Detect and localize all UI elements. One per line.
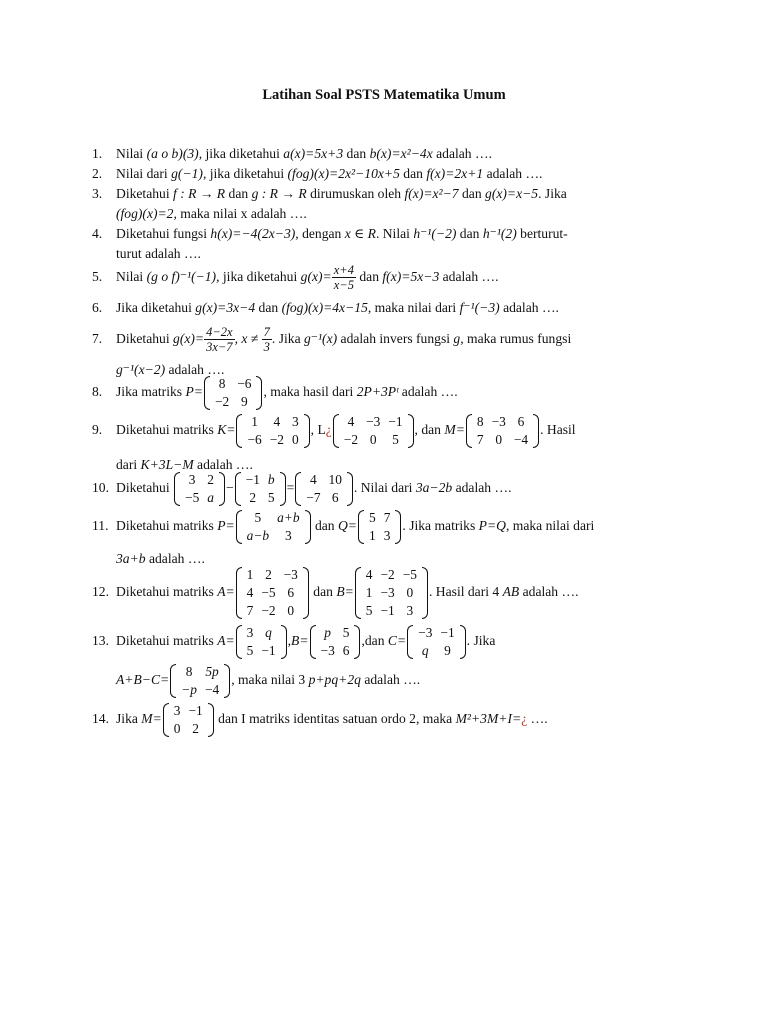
- math-expr: g(−1): [171, 166, 203, 181]
- question-number: 13.: [92, 633, 109, 649]
- math-expr: M=: [444, 422, 465, 438]
- matrix-cell: 0: [287, 603, 295, 618]
- question-number: 10.: [92, 480, 109, 496]
- matrix: [466, 413, 539, 449]
- question-3: [92, 184, 672, 224]
- matrix-cell: 9: [240, 394, 248, 409]
- matrix-cell: 4: [365, 567, 373, 582]
- matrix-cell: 3: [383, 528, 391, 543]
- matrix-cell: q: [421, 643, 429, 658]
- math-expr: g: [453, 330, 461, 346]
- matrix-cell: 0: [406, 585, 414, 600]
- math-expr: K+3L−M: [140, 457, 194, 472]
- matrix-cell: p: [324, 625, 331, 640]
- matrix-cell: 0: [369, 432, 377, 447]
- question-number: 1.: [92, 146, 103, 161]
- matrix: [358, 509, 401, 545]
- matrix-cell: −1: [380, 603, 395, 618]
- matrix-cell: 4: [347, 414, 355, 429]
- math-expr: h(x)=−4(2x−3): [210, 226, 296, 241]
- text: Jika diketahui: [116, 300, 196, 315]
- matrix-cell: 3: [188, 472, 196, 487]
- matrix-cell: 5: [267, 490, 275, 505]
- fraction-numerator: 4−2x: [206, 325, 233, 339]
- math-expr: B=: [336, 584, 354, 600]
- matrix-cell: 3: [291, 414, 299, 429]
- text: adalah ….: [145, 551, 205, 566]
- text: adalah ….: [483, 166, 543, 181]
- text: dan: [399, 166, 427, 181]
- math-expr: P=Q: [478, 518, 506, 534]
- matrix-cell: 5: [342, 625, 350, 640]
- matrix-cell: −5: [402, 567, 417, 582]
- matrix: [407, 624, 466, 660]
- text: Jika: [116, 711, 142, 727]
- question-9: [92, 413, 672, 475]
- matrix-cell: 2: [265, 567, 272, 582]
- matrix-cell: −3: [380, 585, 395, 600]
- text: adalah ….: [452, 480, 512, 496]
- matrix-cell: −3: [283, 567, 298, 582]
- text: . Nilai dari: [353, 480, 416, 496]
- text: , maka nilai dari: [505, 518, 595, 534]
- text: . Jika: [538, 186, 567, 201]
- math-expr: C=: [387, 633, 407, 649]
- matrix-cell: −2: [261, 603, 276, 618]
- matrix-cell: 1: [246, 567, 254, 582]
- text: Nilai: [116, 146, 147, 161]
- text: dan: [456, 226, 483, 241]
- text: adalah ….: [499, 300, 559, 315]
- math-expr: f⁻¹(−3): [459, 300, 500, 315]
- math-expr: M²+3M+I=: [455, 711, 522, 727]
- matrix-cell: 8: [476, 414, 484, 429]
- text: . Jika: [466, 633, 496, 649]
- matrix-cell: −1: [440, 625, 455, 640]
- question-13: [92, 624, 672, 699]
- math-expr: f(x)=5x−3: [382, 268, 440, 284]
- math-expr: h⁻¹(−2): [413, 226, 457, 241]
- fraction: [262, 325, 272, 354]
- matrix-cell: −5: [185, 490, 200, 505]
- matrix-cell: 0: [291, 432, 299, 447]
- matrix-cell: −6: [247, 432, 262, 447]
- matrix-cell: −1: [188, 703, 203, 718]
- text: dan: [311, 518, 338, 534]
- math-expr: a(x)=5x+3: [283, 146, 344, 161]
- math-expr: (a o b)(3): [146, 146, 199, 161]
- text: . Hasil: [540, 422, 576, 438]
- matrix-cell: −2: [214, 394, 230, 409]
- question-2: [92, 164, 672, 184]
- math-expr: f(x)=2x+1: [426, 166, 484, 181]
- math-expr: (fog)(x)=4x−15: [281, 300, 368, 315]
- question-5: [92, 263, 672, 292]
- text: , dengan: [295, 226, 345, 241]
- math-expr: Q=: [337, 518, 357, 534]
- fraction: [332, 263, 356, 292]
- math-expr: M=: [141, 711, 162, 727]
- fraction-denominator: 3: [263, 340, 270, 354]
- question-number: 8.: [92, 384, 103, 400]
- fraction-numerator: 7: [263, 325, 270, 339]
- matrix-cell: 6: [331, 490, 339, 505]
- question-number: 3.: [92, 186, 103, 201]
- matrix-cell: 5: [246, 643, 254, 658]
- text: dan: [355, 268, 383, 284]
- text: , jika diketahui: [198, 146, 284, 161]
- math-expr: h⁻¹(2): [482, 226, 517, 241]
- matrix: [355, 566, 428, 620]
- matrix-cell: 6: [342, 643, 350, 658]
- question-6: [92, 298, 672, 318]
- matrix: [295, 471, 353, 507]
- matrix: [235, 471, 286, 507]
- matrix-cell: 2: [207, 472, 214, 487]
- text: dan I matriks identitas satuan ordo 2, maka: [214, 711, 456, 727]
- text: , maka hasil dari: [263, 384, 357, 400]
- matrix-cell: 2: [192, 721, 199, 736]
- matrix-cell: 8: [218, 376, 226, 391]
- matrix-cell: 0: [173, 721, 181, 736]
- text: Diketahui matriks: [116, 422, 218, 438]
- question-number: 14.: [92, 711, 109, 727]
- matrix: [170, 663, 230, 699]
- math-expr: f : R → R: [173, 186, 226, 201]
- text: Nilai: [116, 268, 147, 284]
- text: , L: [310, 422, 326, 438]
- question-10: 10. Diketahui 3 2 −5 a − −1 b 2 5 = 4 10 −7 6 . Nilai dari 3a−2b adalah ….: [92, 472, 512, 505]
- text: Jika matriks: [116, 384, 186, 400]
- matrix-cell: −3: [491, 414, 506, 429]
- matrix-cell: 3: [246, 625, 254, 640]
- matrix: [236, 509, 311, 545]
- math-expr: ,B=: [287, 633, 309, 649]
- text: , jika diketahui: [216, 268, 301, 284]
- matrix-cell: −3: [366, 414, 381, 429]
- matrix-cell: 9: [444, 643, 451, 658]
- text: Diketahui matriks: [116, 584, 218, 600]
- text: ,dan: [361, 633, 388, 649]
- text: ….: [527, 711, 548, 727]
- matrix-cell: q: [265, 625, 272, 640]
- unknown-glyph: ¿: [521, 711, 528, 727]
- question-number: 7.: [92, 330, 103, 346]
- math-expr: g⁻¹(x−2): [116, 362, 166, 377]
- text: dari: [116, 457, 141, 472]
- matrix-cell: 3: [284, 528, 292, 543]
- matrix-cell: −3: [320, 643, 335, 658]
- text: , maka nilai dari: [367, 300, 460, 315]
- matrix: [174, 471, 225, 507]
- matrix-cell: −p: [181, 682, 197, 697]
- matrix-cell: b: [267, 472, 275, 487]
- text: adalah invers fungsi: [337, 330, 454, 346]
- matrix-cell: 4: [273, 414, 281, 429]
- text: , dan: [414, 422, 445, 438]
- matrix-cell: a: [207, 490, 214, 505]
- matrix-cell: 4: [246, 585, 254, 600]
- matrix: [204, 375, 263, 411]
- matrix-cell: 1: [251, 414, 258, 429]
- question-number: 5.: [92, 268, 103, 284]
- math-expr: 3a−2b: [415, 480, 453, 496]
- matrix-cell: 5p: [205, 664, 219, 679]
- math-expr: A+B−C=: [116, 672, 170, 688]
- matrix-cell: 5: [254, 510, 262, 525]
- fraction-denominator: 3x−7: [206, 340, 233, 354]
- math-expr: g : R → R: [251, 186, 307, 201]
- math-expr: K=: [217, 422, 236, 438]
- matrix: [236, 566, 309, 620]
- matrix-cell: a−b: [246, 528, 270, 543]
- text: adalah ….: [519, 584, 579, 600]
- matrix-cell: 10: [328, 472, 342, 487]
- matrix-cell: −2: [343, 432, 359, 447]
- text: , maka nilai 3: [231, 672, 309, 688]
- math-expr: (g o f)⁻¹(−1): [146, 268, 217, 284]
- question-number: 2.: [92, 166, 103, 181]
- text: Diketahui: [116, 186, 174, 201]
- math-expr: p+pq+2q: [308, 672, 361, 688]
- matrix-cell: 7: [476, 432, 484, 447]
- math-expr: 2P+3Pᵗ: [356, 384, 399, 400]
- math-expr: , x ≠: [234, 330, 262, 346]
- matrix-cell: −4: [513, 432, 529, 447]
- matrix-cell: −2: [269, 432, 284, 447]
- text: dirumuskan oleh: [306, 186, 405, 201]
- math-expr: f(x)=x²−7: [404, 186, 459, 201]
- matrix-cell: 4: [310, 472, 317, 487]
- matrix-cell: 6: [517, 414, 525, 429]
- text: , maka nilai x adalah ….: [173, 206, 307, 221]
- fraction-denominator: x−5: [333, 278, 354, 292]
- question-8: [92, 375, 672, 411]
- page-title: Latihan Soal PSTS Matematika Umum: [262, 87, 506, 103]
- text: dan: [343, 146, 370, 161]
- question-number: 11.: [92, 518, 109, 534]
- math-expr: A=: [217, 584, 235, 600]
- fraction: [204, 325, 234, 354]
- math-expr: 3a+b: [116, 551, 146, 566]
- text: adalah ….: [432, 146, 492, 161]
- matrix-cell: 5: [368, 510, 376, 525]
- matrix-cell: 7: [383, 510, 391, 525]
- matrix-cell: 5: [365, 603, 373, 618]
- math-expr: g(x)=3x−4: [195, 300, 256, 315]
- matrix-cell: −4: [204, 682, 220, 697]
- matrix: [236, 624, 287, 660]
- matrix-cell: −3: [418, 625, 433, 640]
- text: Diketahui: [116, 480, 174, 496]
- math-expr: (fog)(x)=2: [116, 206, 174, 221]
- text: dan: [255, 300, 282, 315]
- math-expr: g(x)=x−5: [485, 186, 539, 201]
- matrix-cell: 1: [368, 528, 376, 543]
- matrix: [236, 413, 309, 449]
- text: adalah ….: [360, 672, 421, 688]
- question-7: [92, 325, 672, 380]
- text: , jika diketahui: [202, 166, 288, 181]
- matrix-cell: −5: [261, 585, 276, 600]
- text: adalah ….: [398, 384, 458, 400]
- text: Diketahui matriks: [116, 518, 218, 534]
- text: . Jika: [271, 330, 304, 346]
- question-number: 12.: [92, 584, 109, 600]
- math-expr: b(x)=x²−4x: [369, 146, 433, 161]
- matrix-cell: 2: [249, 490, 257, 505]
- question-14: [92, 702, 672, 738]
- question-12: [92, 566, 672, 620]
- math-expr: g(x)=: [173, 330, 205, 346]
- text: Diketahui fungsi: [116, 226, 211, 241]
- math-expr: AB: [502, 584, 520, 600]
- matrix-cell: −1: [388, 414, 403, 429]
- math-expr: g(x)=: [300, 268, 332, 284]
- text: dan: [225, 186, 252, 201]
- question-11: [92, 509, 672, 569]
- text: Diketahui matriks: [116, 633, 218, 649]
- matrix-cell: a+b: [277, 510, 300, 525]
- matrix-cell: 3: [406, 603, 414, 618]
- matrix-cell: 7: [246, 603, 254, 618]
- text: , maka rumus fungsi: [460, 330, 572, 346]
- text: Diketahui: [116, 330, 174, 346]
- text: . Jika matriks: [402, 518, 479, 534]
- text: adalah ….: [193, 457, 253, 472]
- matrix-cell: 6: [287, 585, 295, 600]
- matrix-cell: −2: [380, 567, 395, 582]
- text: . Nilai: [375, 226, 414, 241]
- unknown-glyph: ¿: [325, 422, 332, 438]
- fraction-numerator: x+4: [333, 263, 354, 277]
- math-expr: P=: [217, 518, 235, 534]
- matrix-cell: 5: [392, 432, 399, 447]
- matrix-cell: 3: [173, 703, 181, 718]
- matrix-cell: 0: [495, 432, 503, 447]
- question-4: [92, 224, 672, 264]
- matrix: [310, 624, 361, 660]
- math-expr: g⁻¹(x): [304, 330, 338, 346]
- math-expr: x ∈ R: [344, 226, 376, 241]
- question-number: 9.: [92, 422, 103, 438]
- text: berturut-: [516, 226, 568, 241]
- math-expr: A=: [217, 633, 235, 649]
- matrix-cell: −1: [245, 472, 260, 487]
- question-number: 6.: [92, 300, 103, 315]
- matrix-cell: 8: [185, 664, 193, 679]
- text: . Hasil dari 4: [429, 584, 503, 600]
- text: Nilai dari: [116, 166, 172, 181]
- matrix-cell: −7: [306, 490, 321, 505]
- matrix: [163, 702, 214, 738]
- text: dan: [309, 584, 337, 600]
- math-expr: (fog)(x)=2x²−10x+5: [287, 166, 400, 181]
- matrix-cell: −6: [237, 376, 252, 391]
- matrix: [333, 413, 414, 449]
- text: turut adalah ….: [116, 246, 201, 261]
- matrix-cell: 1: [365, 585, 373, 600]
- text: adalah ….: [439, 268, 499, 284]
- question-number: 4.: [92, 226, 103, 241]
- text: dan: [458, 186, 486, 201]
- text: adalah ….: [165, 362, 225, 377]
- matrix-cell: −1: [261, 643, 276, 658]
- question-1: [92, 144, 672, 164]
- math-expr: P=: [185, 384, 203, 400]
